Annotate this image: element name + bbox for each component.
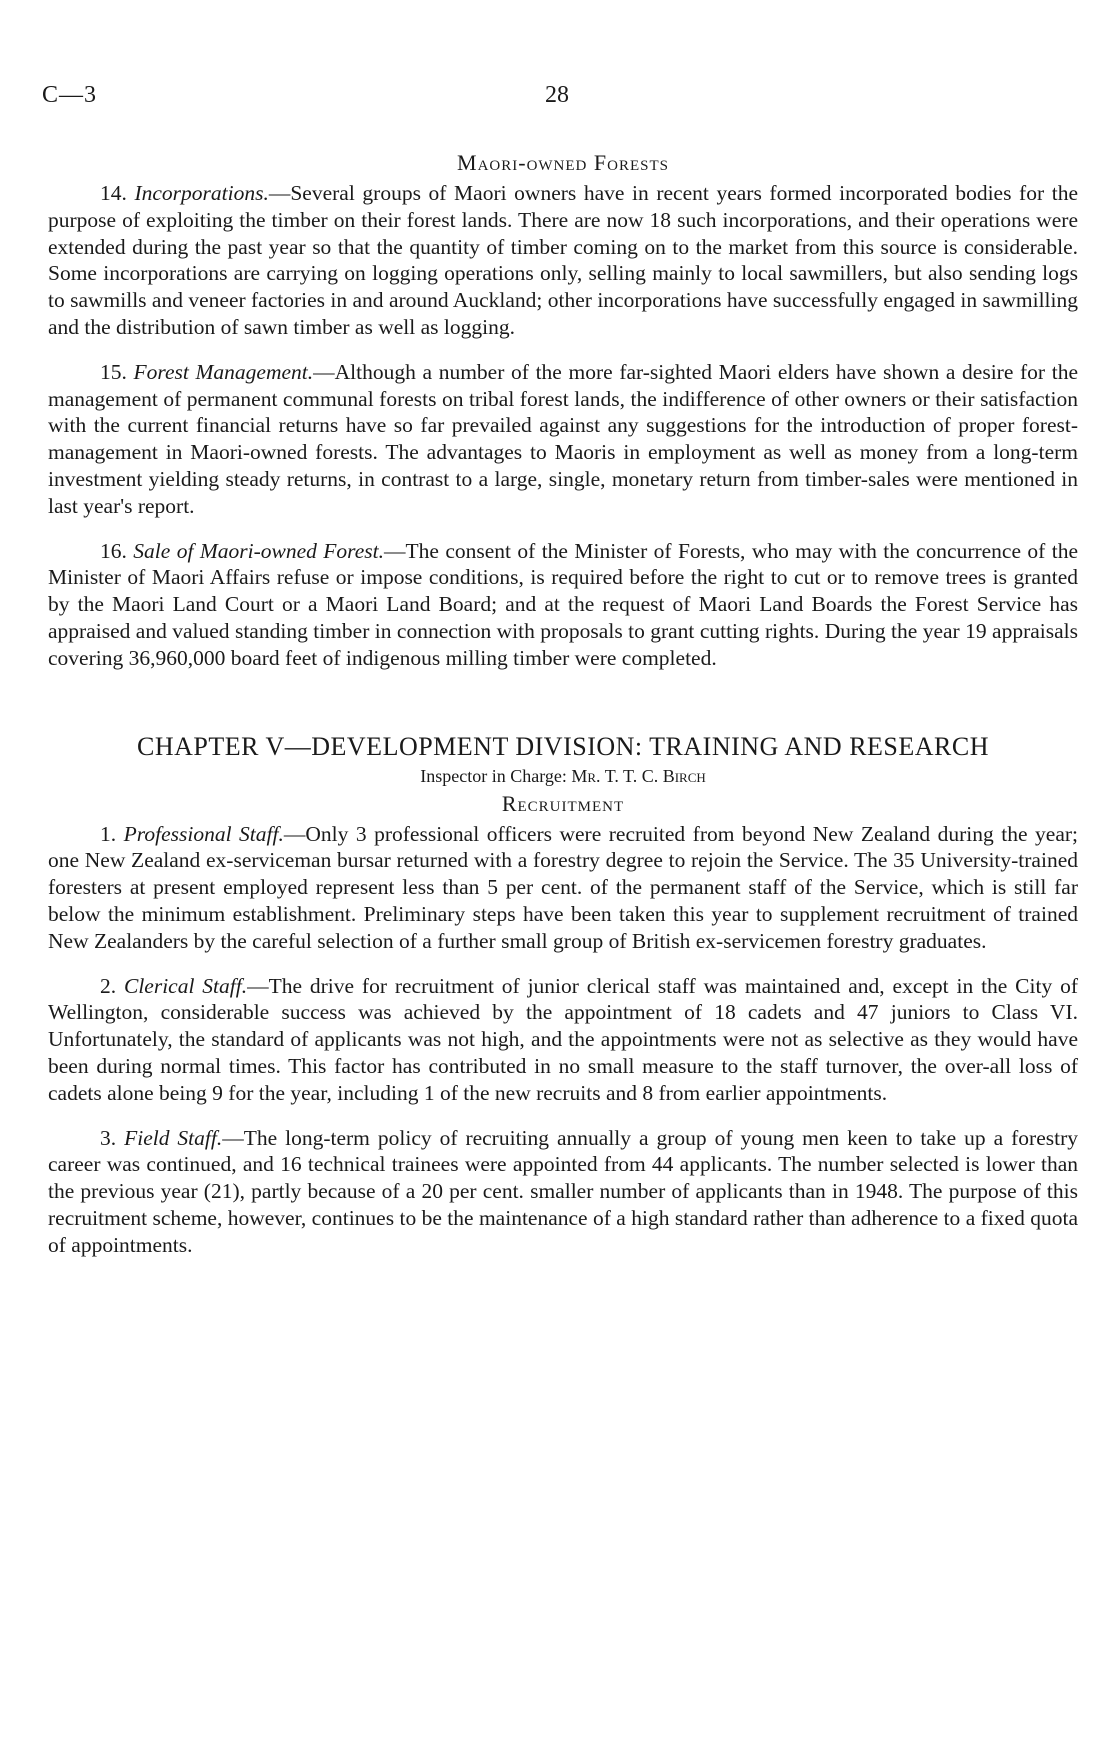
inspector-line bbox=[48, 766, 1078, 787]
paragraph-text: —The long-term policy of recruiting annually a group of young men keen to take up a forestry career was continued, and 16 technical trainees were appointed from 44 applicants. The number selected is lower than the previous year (21), partly because of a 20 per cent. smaller number of applicants than in 1948. The purpose of this recruitment scheme, however, continues to be the maintenance of a high standard rather than adherence to a fixed quota of appointments. bbox=[48, 1125, 1079, 1257]
paragraph-16 bbox=[48, 538, 1078, 672]
paragraph-clerical-staff bbox=[48, 973, 1078, 1107]
paragraph-number: 3. bbox=[100, 1125, 117, 1150]
paragraph-number: 14. bbox=[100, 181, 127, 205]
paragraph-text: —The drive for recruitment of junior clerical staff was maintained and, except in the City of Wellington, considerable success was achieved by the appointment of 18 cadets and 47 juniors to Class VI. Unfortunately, the standard of applicants was not high, and the appointments were not as selective as they would have been during normal times. This factor has contributed in no small measure to the staff turnover, the over-all loss of cadets alone being 9 for the year, including 1 of the new recruits and 8 from earlier appointments. bbox=[48, 973, 1078, 1105]
paragraph-field-staff bbox=[48, 1125, 1078, 1259]
page-number: 28 bbox=[545, 82, 569, 108]
paragraph-heading: Professional Staff. bbox=[123, 821, 284, 846]
paragraph-text: —The consent of the Minister of Forests, who may with the concurrence of the Minister of Maori Affairs refuse or impose conditions, is required before the right to cut or to remove trees is granted by the Maori Land Court or a Maori Land Board; and at the request of Maori Land Boards the Forest Service has appraised and valued standing timber in connection with proposals to grant cutting rights. During the year 19 appraisals covering 36,960,000 board feet of indigenous milling timber were completed. bbox=[48, 538, 1078, 670]
paragraph-heading: Clerical Staff. bbox=[123, 973, 248, 998]
paragraph-heading: Forest Management. bbox=[133, 359, 314, 384]
page-body bbox=[48, 150, 1078, 1277]
paragraph-text: —Only 3 professional officers were recruited from beyond New Zealand during the year; one New Zealand ex-serviceman bursar returned with a forestry degree to rejoin the Service. The 35 University-trained foresters at present employed represent less than 5 per cent. of the permanent staff of the Service, which is still far below the minimum establishment. Preliminary steps have been taken this year to supplement recruitment of trained New Zealanders by the careful selection of a further small group of British ex-servicemen forestry graduates. bbox=[48, 821, 1078, 953]
paragraph-number: 15. bbox=[100, 359, 127, 384]
paragraph-number: 16. bbox=[100, 538, 127, 563]
paragraph-heading: Incorporations. bbox=[134, 181, 269, 205]
paragraph-14 bbox=[48, 180, 1078, 341]
chapter-title: CHAPTER V—DEVELOPMENT DIVISION: TRAINING AND RESEARCH bbox=[136, 731, 990, 761]
inspector-name: Mr. T. T. C. Birch bbox=[571, 765, 706, 786]
paragraph-text: —Several groups of Maori owners have in recent years formed incorporated bodies for the purpose of exploiting the timber on their forest lands. There are now 18 such incorporations, and their operations were extended during the past year so that the quantity of timber coming on to the market from this source is considerable. Some incorporations are carrying on logging operations only, selling mainly to local sawmillers, but also sending logs to sawmills and veneer factories in and around Auckland; other incorporations have successfully engaged in sawmilling and the distribution of sawn timber as well as logging. bbox=[48, 181, 1078, 339]
paragraph-heading: Sale of Maori-owned Forest. bbox=[133, 538, 384, 563]
paragraph-number: 2. bbox=[100, 973, 117, 998]
section-title-maori-forests: Maori-owned Forests bbox=[457, 150, 669, 175]
inspector-label: Inspector in Charge: bbox=[420, 765, 567, 786]
paragraph-professional-staff bbox=[48, 821, 1078, 955]
paragraph-heading: Field Staff. bbox=[124, 1125, 223, 1150]
paragraph-number: 1. bbox=[100, 821, 117, 846]
paragraph-text: —Although a number of the more far-sighted Maori elders have shown a desire for the management of permanent communal forests on tribal forest lands, the indifference of other owners or their satisfaction with the current financial returns have so far prevailed against any suggestions for the introduction of proper forest-management in Maori-owned forests. The advantages to Maoris in employment as well as money from a long-term investment yielding steady returns, in contrast to a large, single, monetary return from timber-sales were mentioned in last year's report. bbox=[48, 359, 1079, 518]
section-title-recruitment: Recruitment bbox=[501, 790, 625, 816]
document-series-code: C—3 bbox=[42, 82, 98, 108]
paragraph-15 bbox=[48, 359, 1078, 520]
